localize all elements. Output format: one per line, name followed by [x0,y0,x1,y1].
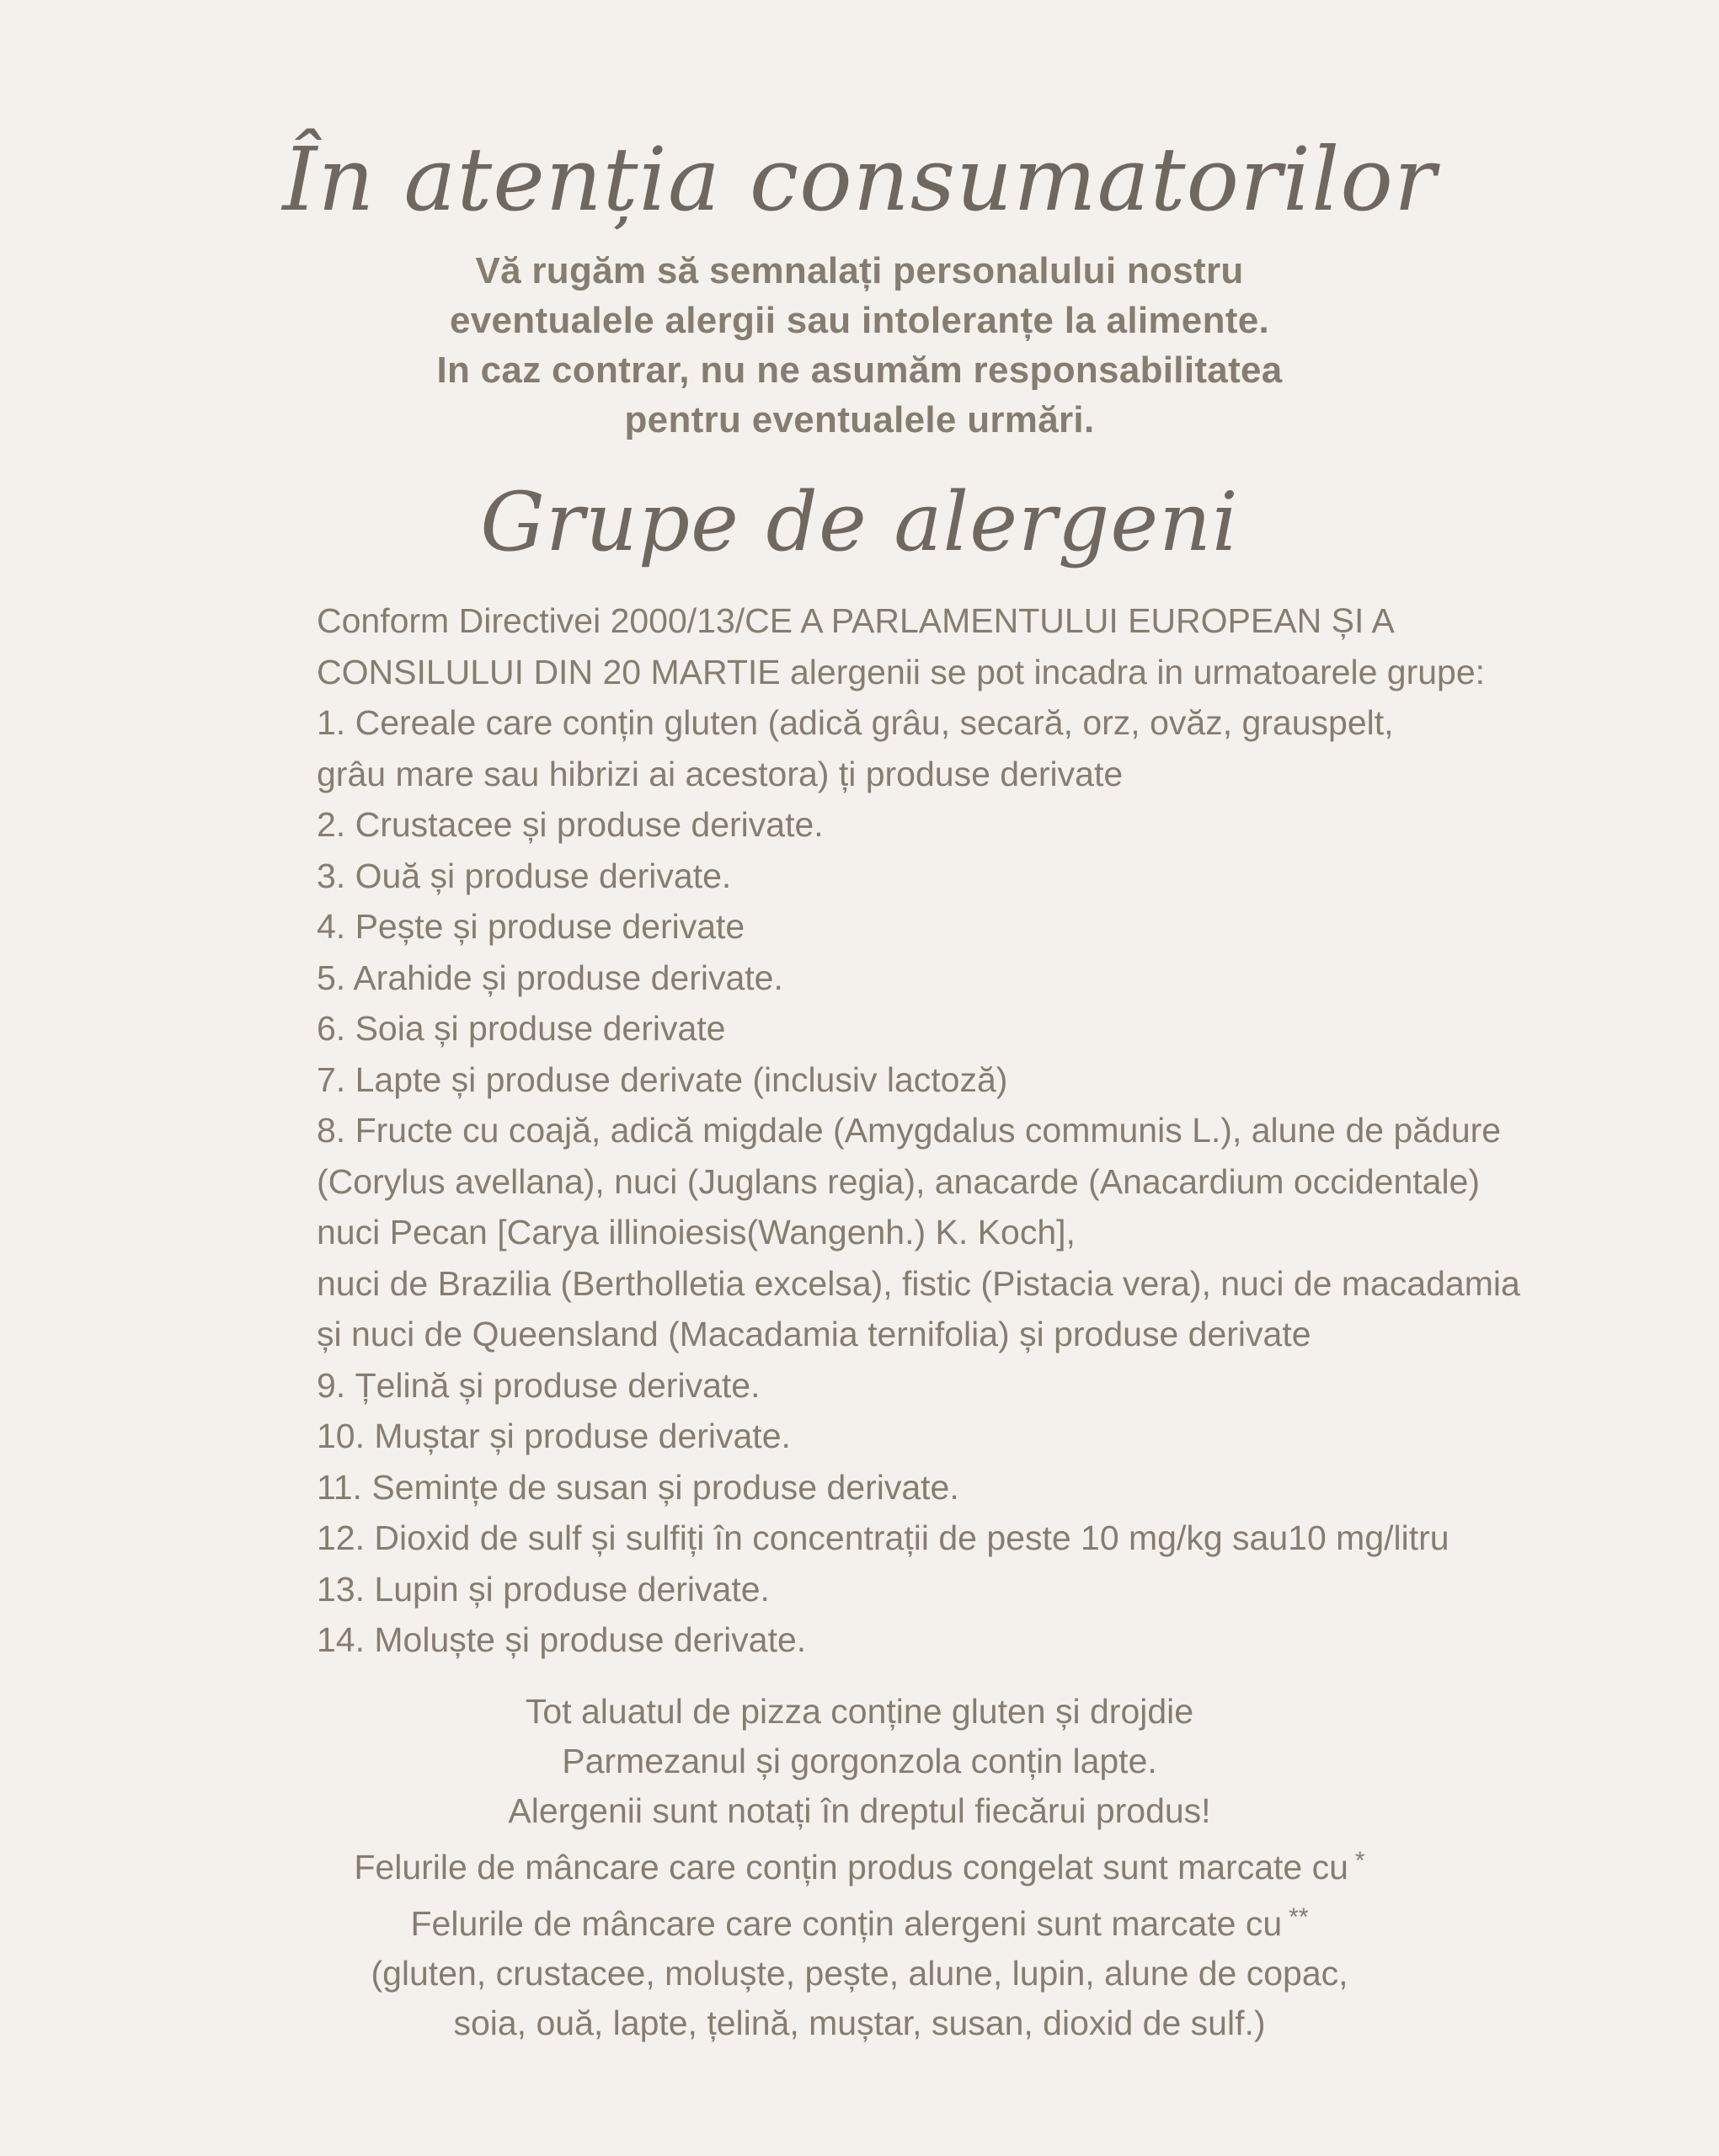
list-item: 5. Arahide și produse derivate. [317,958,783,997]
intro-notice [0,246,1719,445]
note-text: Felurile de mâncare care conțin alergeni sunt marcate cu [410,1904,1283,1943]
list-item: 11. Semințe de susan și produse derivate. [317,1467,959,1507]
list-item: grâu mare sau hibrizi ai acestora) ți produse derivate [317,754,1124,793]
list-item: 3. Ouă și produse derivate. [317,856,732,895]
intro-line: Vă rugăm să semnalați personalului nostru [475,250,1244,291]
list-item: 10. Muștar și produse derivate. [317,1417,791,1455]
note-line: Parmezanul și gorgonzola conțin lapte. [562,1742,1157,1780]
intro-line: eventualele alergii sau intoleranțe la alimente. [450,300,1269,341]
directive-line: CONSILULUI DIN 20 MARTIE alergenii se pot incadra in urmatoarele grupe: [317,652,1486,691]
note-line [0,1836,1719,1892]
list-item: și nuci de Queensland (Macadamia ternifolia) și produse derivate [317,1315,1311,1353]
list-item: 9. Țelină și produse derivate. [317,1365,761,1405]
note-line: soia, ouă, lapte, țelină, muștar, susan, dioxid de sulf.) [453,2004,1266,2042]
allergen-list [317,595,1520,1666]
directive-line: Conform Directivei 2000/13/CE A PARLAMENTULUI EUROPEAN ȘI A [317,601,1395,640]
list-item: 8. Fructe cu coajă, adică migdale (Amygdalus communis L.), alune de pădure [317,1111,1502,1150]
note-line: (gluten, crustacee, moluște, pește, alune, lupin, alune de copac, [371,1954,1348,1993]
list-item: 6. Soia și produse derivate [317,1009,726,1048]
list-item: 1. Cereale care conțin gluten (adică grâu, secară, orz, ovăz, grauspelt, [317,703,1394,742]
list-item: 4. Pește și produse derivate [317,907,745,946]
list-item: 12. Dioxid de sulf și sulfiți în concentrații de peste 10 mg/kg sau10 mg/litru [317,1518,1449,1557]
list-item: 7. Lapte și produse derivate (inclusiv lactoză) [317,1059,1008,1099]
frozen-mark: * [1354,1847,1365,1875]
allergens-title: Grupe de alergeni [480,475,1239,569]
list-item: 14. Moluște și produse derivate. [317,1620,807,1659]
note-line: Tot aluatul de pizza conține gluten și drojdie [525,1692,1194,1731]
intro-line: pentru eventualele urmări. [624,399,1095,440]
note-line: Alergenii sunt notați în dreptul fiecărui produs! [508,1791,1211,1830]
allergen-mark: ** [1289,1903,1309,1931]
list-item: 2. Crustacee și produse derivate. [317,805,824,844]
intro-line: In caz contrar, nu ne asumăm responsabilitatea [436,350,1283,391]
list-item: 13. Lupin și produse derivate. [317,1569,770,1609]
list-item: nuci Pecan [Carya illinoiesis(Wangenh.) K. Koch], [317,1213,1076,1251]
note-line [0,1892,1719,1949]
note-text: Felurile de mâncare care conțin produs congelat sunt marcate cu [354,1848,1348,1886]
list-item: (Corylus avellana), nuci (Juglans regia), anacarde (Anacardium occidentale) [317,1161,1481,1201]
page-title: În atenția consumatorilor [282,128,1437,231]
footer-notes [0,1687,1719,2048]
list-item: nuci de Brazilia (Bertholletia excelsa), fistic (Pistacia vera), nuci de macadamia [317,1263,1520,1303]
